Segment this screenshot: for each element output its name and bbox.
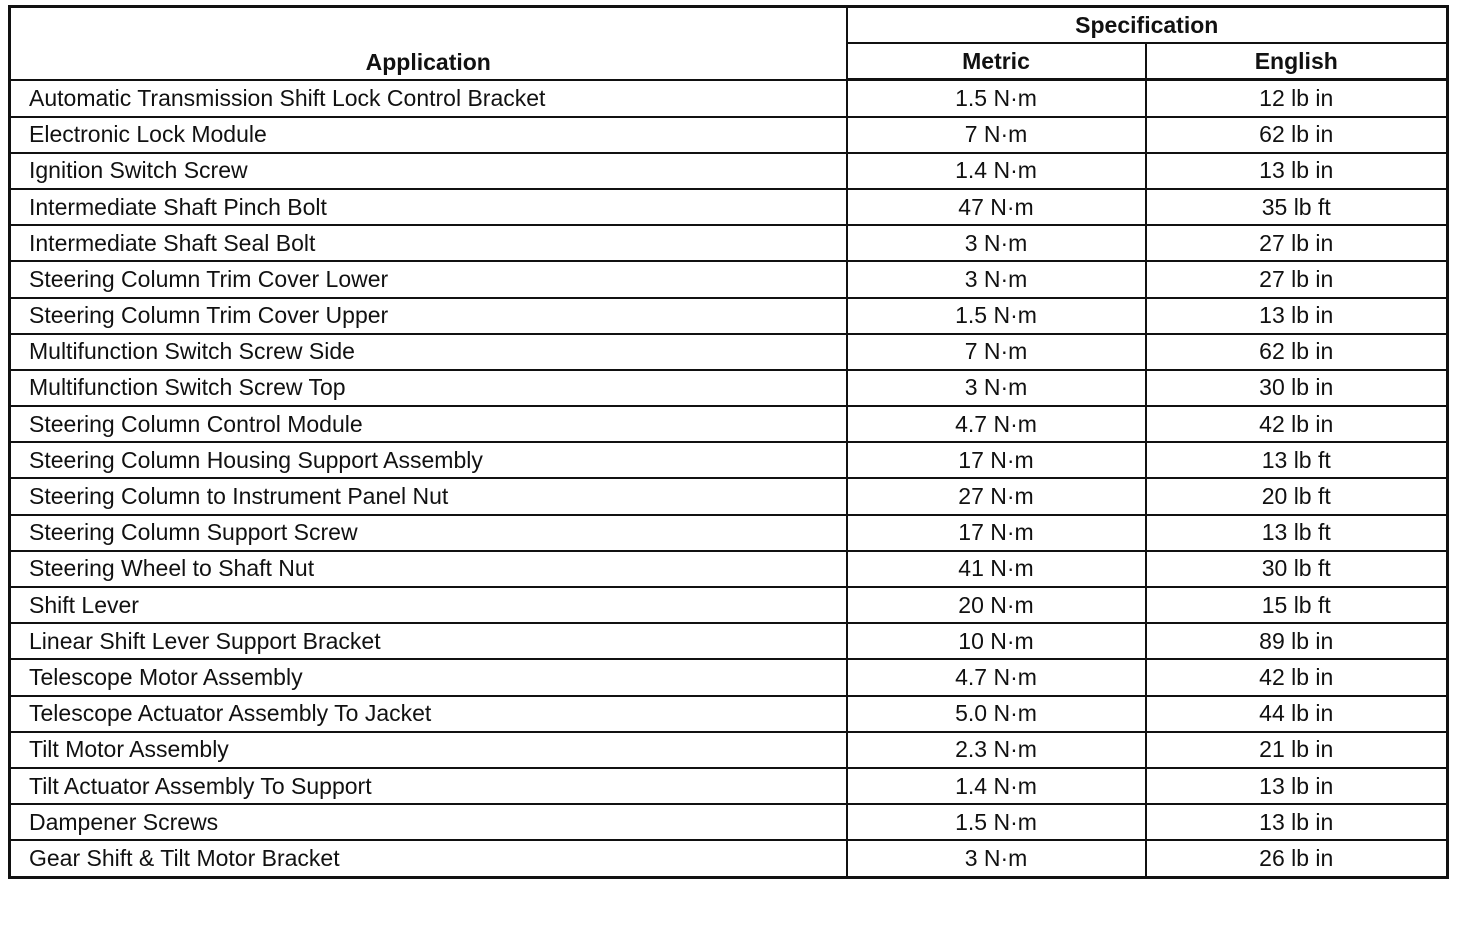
table-row: [10, 515, 1448, 551]
metric-value-cell: 1.5 N·m: [847, 298, 1146, 334]
metric-value-cell: 7 N·m: [847, 334, 1146, 370]
metric-value-cell: 7 N·m: [847, 117, 1146, 153]
metric-value-cell: 2.3 N·m: [847, 732, 1146, 768]
english-value-cell: 35 lb ft: [1146, 189, 1448, 225]
application-cell: Multifunction Switch Screw Side: [10, 334, 847, 370]
table-row: [10, 80, 1448, 117]
table-row: [10, 117, 1448, 153]
application-cell: Tilt Motor Assembly: [10, 732, 847, 768]
metric-value-cell: 1.5 N·m: [847, 80, 1146, 117]
table-row: [10, 261, 1448, 297]
table-body: [10, 80, 1448, 877]
metric-value-cell: 3 N·m: [847, 261, 1146, 297]
metric-value-cell: 3 N·m: [847, 840, 1146, 877]
metric-value-cell: 47 N·m: [847, 189, 1146, 225]
application-cell: Automatic Transmission Shift Lock Control Bracket: [10, 80, 847, 117]
english-column-header: English: [1146, 43, 1448, 80]
english-value-cell: 12 lb in: [1146, 80, 1448, 117]
application-cell: Multifunction Switch Screw Top: [10, 370, 847, 406]
application-cell: Linear Shift Lever Support Bracket: [10, 623, 847, 659]
application-cell: Gear Shift & Tilt Motor Bracket: [10, 840, 847, 877]
english-value-cell: 42 lb in: [1146, 406, 1448, 442]
metric-value-cell: 3 N·m: [847, 370, 1146, 406]
application-cell: Ignition Switch Screw: [10, 153, 847, 189]
table-header: [10, 7, 1448, 80]
table-row: [10, 370, 1448, 406]
application-cell: Steering Column Trim Cover Lower: [10, 261, 847, 297]
english-value-cell: 62 lb in: [1146, 117, 1448, 153]
application-cell: Dampener Screws: [10, 804, 847, 840]
english-value-cell: 27 lb in: [1146, 261, 1448, 297]
specification-group-header: Specification: [847, 7, 1448, 44]
english-value-cell: 62 lb in: [1146, 334, 1448, 370]
application-cell: Intermediate Shaft Seal Bolt: [10, 225, 847, 261]
english-value-cell: 13 lb ft: [1146, 442, 1448, 478]
english-value-cell: 27 lb in: [1146, 225, 1448, 261]
english-value-cell: 13 lb in: [1146, 804, 1448, 840]
english-value-cell: 30 lb ft: [1146, 551, 1448, 587]
table-row: [10, 442, 1448, 478]
english-value-cell: 20 lb ft: [1146, 478, 1448, 514]
table-row: [10, 298, 1448, 334]
english-value-cell: 44 lb in: [1146, 696, 1448, 732]
application-cell: Steering Column Housing Support Assembly: [10, 442, 847, 478]
metric-value-cell: 41 N·m: [847, 551, 1146, 587]
torque-specification-table: [8, 5, 1449, 879]
header-row-top: [10, 7, 1448, 44]
table-row: [10, 478, 1448, 514]
metric-value-cell: 4.7 N·m: [847, 659, 1146, 695]
table-row: [10, 840, 1448, 877]
application-cell: Tilt Actuator Assembly To Support: [10, 768, 847, 804]
application-cell: Steering Column Control Module: [10, 406, 847, 442]
metric-value-cell: 17 N·m: [847, 442, 1146, 478]
table-row: [10, 696, 1448, 732]
english-value-cell: 30 lb in: [1146, 370, 1448, 406]
english-value-cell: 26 lb in: [1146, 840, 1448, 877]
table-row: [10, 406, 1448, 442]
metric-value-cell: 20 N·m: [847, 587, 1146, 623]
application-cell: Intermediate Shaft Pinch Bolt: [10, 189, 847, 225]
table-row: [10, 732, 1448, 768]
table-row: [10, 804, 1448, 840]
english-value-cell: 13 lb in: [1146, 768, 1448, 804]
metric-value-cell: 27 N·m: [847, 478, 1146, 514]
application-cell: Steering Wheel to Shaft Nut: [10, 551, 847, 587]
english-value-cell: 89 lb in: [1146, 623, 1448, 659]
application-cell: Steering Column Trim Cover Upper: [10, 298, 847, 334]
metric-value-cell: 1.4 N·m: [847, 768, 1146, 804]
application-cell: Telescope Actuator Assembly To Jacket: [10, 696, 847, 732]
metric-value-cell: 1.5 N·m: [847, 804, 1146, 840]
english-value-cell: 13 lb ft: [1146, 515, 1448, 551]
metric-column-header: Metric: [847, 43, 1146, 80]
metric-value-cell: 10 N·m: [847, 623, 1146, 659]
table-row: [10, 587, 1448, 623]
metric-value-cell: 4.7 N·m: [847, 406, 1146, 442]
table-row: [10, 768, 1448, 804]
table-row: [10, 225, 1448, 261]
metric-value-cell: 1.4 N·m: [847, 153, 1146, 189]
table-row: [10, 659, 1448, 695]
english-value-cell: 13 lb in: [1146, 153, 1448, 189]
english-value-cell: 15 lb ft: [1146, 587, 1448, 623]
application-cell: Telescope Motor Assembly: [10, 659, 847, 695]
application-cell: Electronic Lock Module: [10, 117, 847, 153]
table-row: [10, 189, 1448, 225]
english-value-cell: 21 lb in: [1146, 732, 1448, 768]
english-value-cell: 13 lb in: [1146, 298, 1448, 334]
application-cell: Steering Column Support Screw: [10, 515, 847, 551]
table-row: [10, 153, 1448, 189]
metric-value-cell: 17 N·m: [847, 515, 1146, 551]
application-cell: Shift Lever: [10, 587, 847, 623]
application-cell: Steering Column to Instrument Panel Nut: [10, 478, 847, 514]
table-row: [10, 334, 1448, 370]
application-column-header: Application: [10, 7, 847, 80]
table-row: [10, 623, 1448, 659]
english-value-cell: 42 lb in: [1146, 659, 1448, 695]
metric-value-cell: 5.0 N·m: [847, 696, 1146, 732]
metric-value-cell: 3 N·m: [847, 225, 1146, 261]
table-row: [10, 551, 1448, 587]
